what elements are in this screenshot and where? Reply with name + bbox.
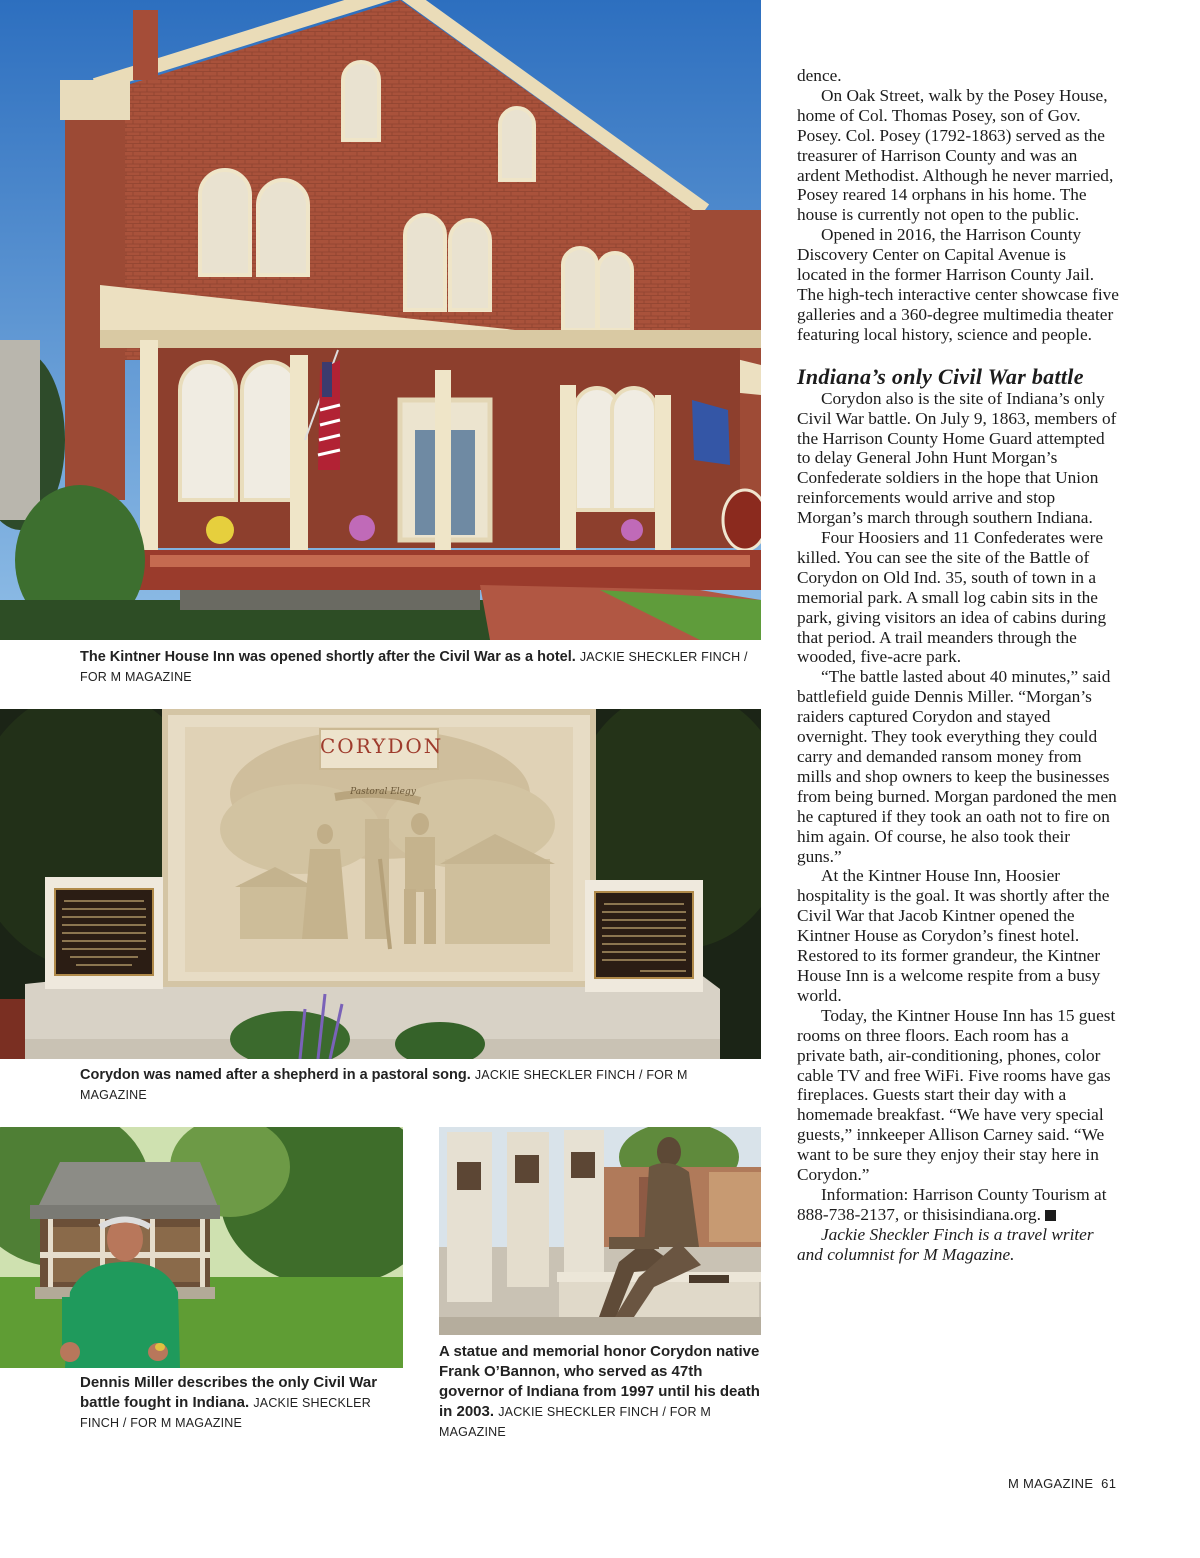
dennis-miller-photo: [0, 1127, 403, 1368]
paragraph: [797, 1185, 1119, 1225]
obannon-statue-caption: [439, 1342, 764, 1442]
paragraph: dence.: [797, 66, 842, 85]
caption-lead: The Kintner House Inn was opened shortly after the Civil War as a hotel.: [80, 649, 576, 665]
paragraph: Opened in 2016, the Harrison County Discovery Center on Capital Avenue is located in the former Harrison County Jail. The high-tech interactive center showcase five galleries and a 360-degree multimedia theater featuring local history, science and people.: [797, 225, 1119, 344]
photo-credit: JACKIE SHECKLER FINCH / FOR M MAGAZINE: [80, 650, 748, 684]
paragraph: “The battle lasted about 40 minutes,” said battlefield guide Dennis Miller. “Morgan’s raiders captured Corydon and stayed overnight. They took everything they could carry and demanded ransom money from mills and shop owners to keep the businesses from being burned. Morgan pardoned the men he captured if they took an oath not to fire on him again. Of course, he also took their guns.”: [797, 667, 1117, 866]
photo-credit: JACKIE SHECKLER FINCH / FOR M MAGAZINE: [80, 1068, 688, 1102]
dennis-miller-caption: [80, 1373, 400, 1433]
article-column: [797, 66, 1119, 1265]
paragraph: On Oak Street, walk by the Posey House, home of Col. Thomas Posey, son of Gov. Posey. Col. Posey (1792-1863) served as the treasurer of Harrison County and was an ardent Methodist. Although he never married, Posey reared 14 orphans in his home. The house is currently not open to the public.: [797, 85, 1114, 225]
author-byline: Jackie Sheckler Finch is a travel writer and columnist for M Magazine.: [797, 1224, 1094, 1264]
paragraph: Corydon also is the site of Indiana’s only Civil War battle. On July 9, 1863, members of the Harrison County Home Guard attempted to delay General John Hunt Morgan’s Confederate soldiers in the hope that Union reinforcements would arrive and stop Morgan’s march through southern Indiana.: [797, 388, 1117, 528]
caption-lead: Dennis Miller describes the only Civil War battle fought in Indiana.: [80, 1374, 378, 1411]
kintner-house-caption: [80, 647, 764, 687]
section-heading: Indiana’s only Civil War battle: [797, 363, 1084, 389]
obannon-statue-photo: [439, 1127, 761, 1335]
corydon-relief-photo: [0, 709, 761, 1059]
end-mark-icon: [1045, 1210, 1056, 1221]
corydon-carved-title: CORYDON: [320, 734, 444, 758]
corydon-relief-caption: [80, 1065, 720, 1105]
caption-lead: Corydon was named after a shepherd in a pastoral song.: [80, 1067, 471, 1083]
paragraph: At the Kintner House Inn, Hoosier hospitality is the goal. It was shortly after the Civil War that Jacob Kintner opened the Kintner House as Corydon’s finest hotel. Restored to its former grandeur, the Kintner House Inn is a welcome respite from a busy world.: [797, 866, 1110, 1005]
caption-lead: A statue and memorial honor Corydon native Frank O’Bannon, who served as 47th governor of Indiana from 1997 until his death in 2003.: [439, 1343, 760, 1420]
page-folio: M MAGAZINE 61: [1008, 1476, 1117, 1491]
info-text: Information: Harrison County Tourism at 888-738-2137, or thisisindiana.org.: [797, 1184, 1107, 1224]
photo-credit: JACKIE SHECKLER FINCH / FOR M MAGAZINE: [439, 1405, 711, 1439]
paragraph: Today, the Kintner House Inn has 15 guest rooms on three floors. Each room has a private bath, air-conditioning, phones, color cable TV and free WiFi. Five rooms have gas fireplaces. Guests start their day with a homemade breakfast. “We have very special guests,” innkeeper Allison Carney said. “We want to be sure they enjoy their stay here in Corydon.”: [797, 1005, 1116, 1185]
photo-credit: JACKIE SHECKLER FINCH / FOR M MAGAZINE: [80, 1396, 371, 1430]
paragraph: Four Hoosiers and 11 Confederates were killed. You can see the site of the Battle of Corydon on Old Ind. 35, south of town in a memorial park. A small log cabin sits in the park, giving visitors an idea of cabins during that period. A trail meanders through the wooded, five-acre park.: [797, 528, 1107, 667]
kintner-house-photo: [0, 0, 761, 640]
pastoral-elegy-ribbon: Pastoral Elegy: [350, 787, 416, 797]
